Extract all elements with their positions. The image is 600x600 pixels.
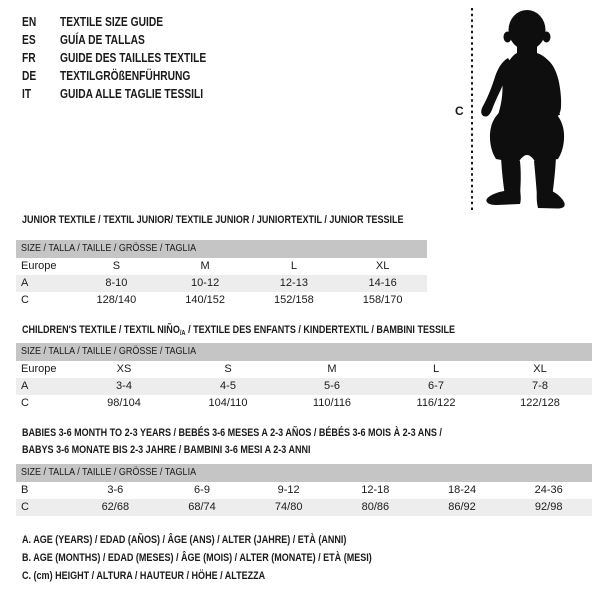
cell: 12-18 xyxy=(361,484,390,496)
note-a: A. AGE (YEARS) / EDAD (AÑOS) / ÂGE (ANS) / ALTER (JAHRE) / ETÀ (ANNI) xyxy=(22,534,347,546)
cell: 5-6 xyxy=(324,380,340,392)
cell: 62/68 xyxy=(101,501,130,513)
row-label: Europe xyxy=(21,260,57,272)
cell: 6-9 xyxy=(194,484,210,496)
junior-size-table xyxy=(16,240,427,309)
cell: 86/92 xyxy=(448,501,476,513)
cell: 92/98 xyxy=(534,501,563,513)
children-table-title xyxy=(22,324,550,338)
cell: 24-36 xyxy=(534,484,563,496)
babies-table-title-line1: BABIES 3-6 MONTH TO 2-3 YEARS / BEBÉS 3-6 MESES A 2-3 AÑOS / BÉBÉS 3-6 MOIS À 2-3 ANS / xyxy=(22,427,442,439)
language-row-de xyxy=(22,67,238,85)
size-header-text: SIZE / TALLA / TAILLE / GRÖSSE / TAGLIA xyxy=(21,467,197,478)
cell: L xyxy=(432,363,440,375)
title-subscript: /A xyxy=(179,330,186,337)
row-label: B xyxy=(21,484,29,496)
size-header-text: SIZE / TALLA / TAILLE / GRÖSSE / TAGLIA xyxy=(21,243,197,254)
row-label: C xyxy=(21,501,29,513)
babies-size-table xyxy=(16,464,592,516)
junior-table-title-text: JUNIOR TEXTILE / TEXTIL JUNIOR/ TEXTILE JUNIOR / JUNIORTEXTIL / JUNIOR TESSILE xyxy=(22,214,404,226)
table-row xyxy=(16,292,427,309)
cell: 3-4 xyxy=(116,380,132,392)
size-header-bar xyxy=(16,464,592,482)
language-code: FR xyxy=(22,51,36,65)
row-label: Europe xyxy=(21,363,57,375)
cell: XL xyxy=(533,363,547,375)
babies-table-title xyxy=(22,425,534,459)
baby-silhouette-icon xyxy=(475,6,575,214)
table-row xyxy=(16,258,427,275)
cell: XL xyxy=(375,260,390,272)
cell: 14-16 xyxy=(368,277,397,289)
cell: 7-8 xyxy=(532,380,548,392)
title-part: / TEXTILE DES ENFANTS / KINDERTEXTIL / BAMBINI TESSILE xyxy=(185,324,456,336)
language-title: GUIDE DES TAILLES TEXTILE xyxy=(60,51,207,65)
row-label: C xyxy=(21,294,29,306)
row-label: C xyxy=(21,397,29,409)
cell: 18-24 xyxy=(447,484,477,496)
figure-height-label: C xyxy=(455,104,464,118)
cell: S xyxy=(112,260,121,272)
table-row xyxy=(16,361,592,378)
language-code: DE xyxy=(22,69,37,83)
table-row xyxy=(16,499,592,516)
note-c: C. (cm) HEIGHT / ALTURA / HAUTEUR / HÖHE / ALTEZZA xyxy=(22,570,266,582)
cell: XS xyxy=(116,363,132,375)
cell: 110/116 xyxy=(312,397,352,409)
cell: 140/152 xyxy=(185,294,225,306)
cell: 3-6 xyxy=(107,484,124,496)
cell: M xyxy=(327,363,337,375)
language-code: ES xyxy=(22,33,36,47)
children-table-title-text xyxy=(22,324,455,338)
cell: S xyxy=(224,363,232,375)
cell: 9-12 xyxy=(277,484,300,496)
table-row xyxy=(16,395,592,412)
language-code: IT xyxy=(22,87,32,101)
language-title: GUIDA ALLE TAGLIE TESSILI xyxy=(60,87,204,101)
cell: 158/170 xyxy=(362,294,403,306)
cell: 74/80 xyxy=(274,501,303,513)
language-title: GUÍA DE TALLAS xyxy=(60,33,145,47)
cell: 128/140 xyxy=(96,294,137,306)
row-label: A xyxy=(21,277,29,289)
legend-notes xyxy=(22,531,449,585)
cell: 6-7 xyxy=(428,380,444,392)
table-row xyxy=(16,378,592,395)
cell: L xyxy=(290,260,297,272)
cell: 152/158 xyxy=(273,294,314,306)
cell: 68/74 xyxy=(188,501,216,513)
language-row-fr xyxy=(22,49,238,67)
language-row-it xyxy=(22,85,238,103)
language-row-en xyxy=(22,13,238,31)
cell: 12-13 xyxy=(279,277,308,289)
cell: 4-5 xyxy=(220,380,236,392)
row-label: A xyxy=(21,380,29,392)
table-row xyxy=(16,275,427,292)
cell: 10-12 xyxy=(191,277,220,289)
cell: 8-10 xyxy=(105,277,128,289)
language-legend xyxy=(22,13,238,103)
size-header-bar xyxy=(16,343,592,361)
cell: 104/110 xyxy=(208,397,248,409)
children-size-table xyxy=(16,343,592,412)
language-row-es xyxy=(22,31,238,49)
language-title: TEXTILGRÖßENFÜHRUNG xyxy=(60,69,191,83)
cell: 80/86 xyxy=(361,501,390,513)
table-row xyxy=(16,482,592,499)
title-part: CHILDREN'S TEXTILE / TEXTIL NIÑO xyxy=(22,324,180,336)
cell: 122/128 xyxy=(520,397,560,409)
cell: 98/104 xyxy=(107,397,141,409)
size-header-bar xyxy=(16,240,427,258)
note-b: B. AGE (MONTHS) / EDAD (MESES) / ÂGE (MOIS) / ALTER (MONATE) / ETÀ (MESI) xyxy=(22,552,372,564)
size-header-text: SIZE / TALLA / TAILLE / GRÖSSE / TAGLIA xyxy=(21,346,197,357)
junior-table-title xyxy=(22,214,487,226)
language-code: EN xyxy=(22,15,37,29)
height-measure-line xyxy=(470,8,474,210)
language-title: TEXTILE SIZE GUIDE xyxy=(60,15,164,29)
cell: 116/122 xyxy=(416,397,456,409)
babies-table-title-line2: BABYS 3-6 MONATE BIS 2-3 JAHRE / BAMBINI 3-6 MESI A 2-3 ANNI xyxy=(22,444,311,456)
cell: M xyxy=(200,260,210,272)
